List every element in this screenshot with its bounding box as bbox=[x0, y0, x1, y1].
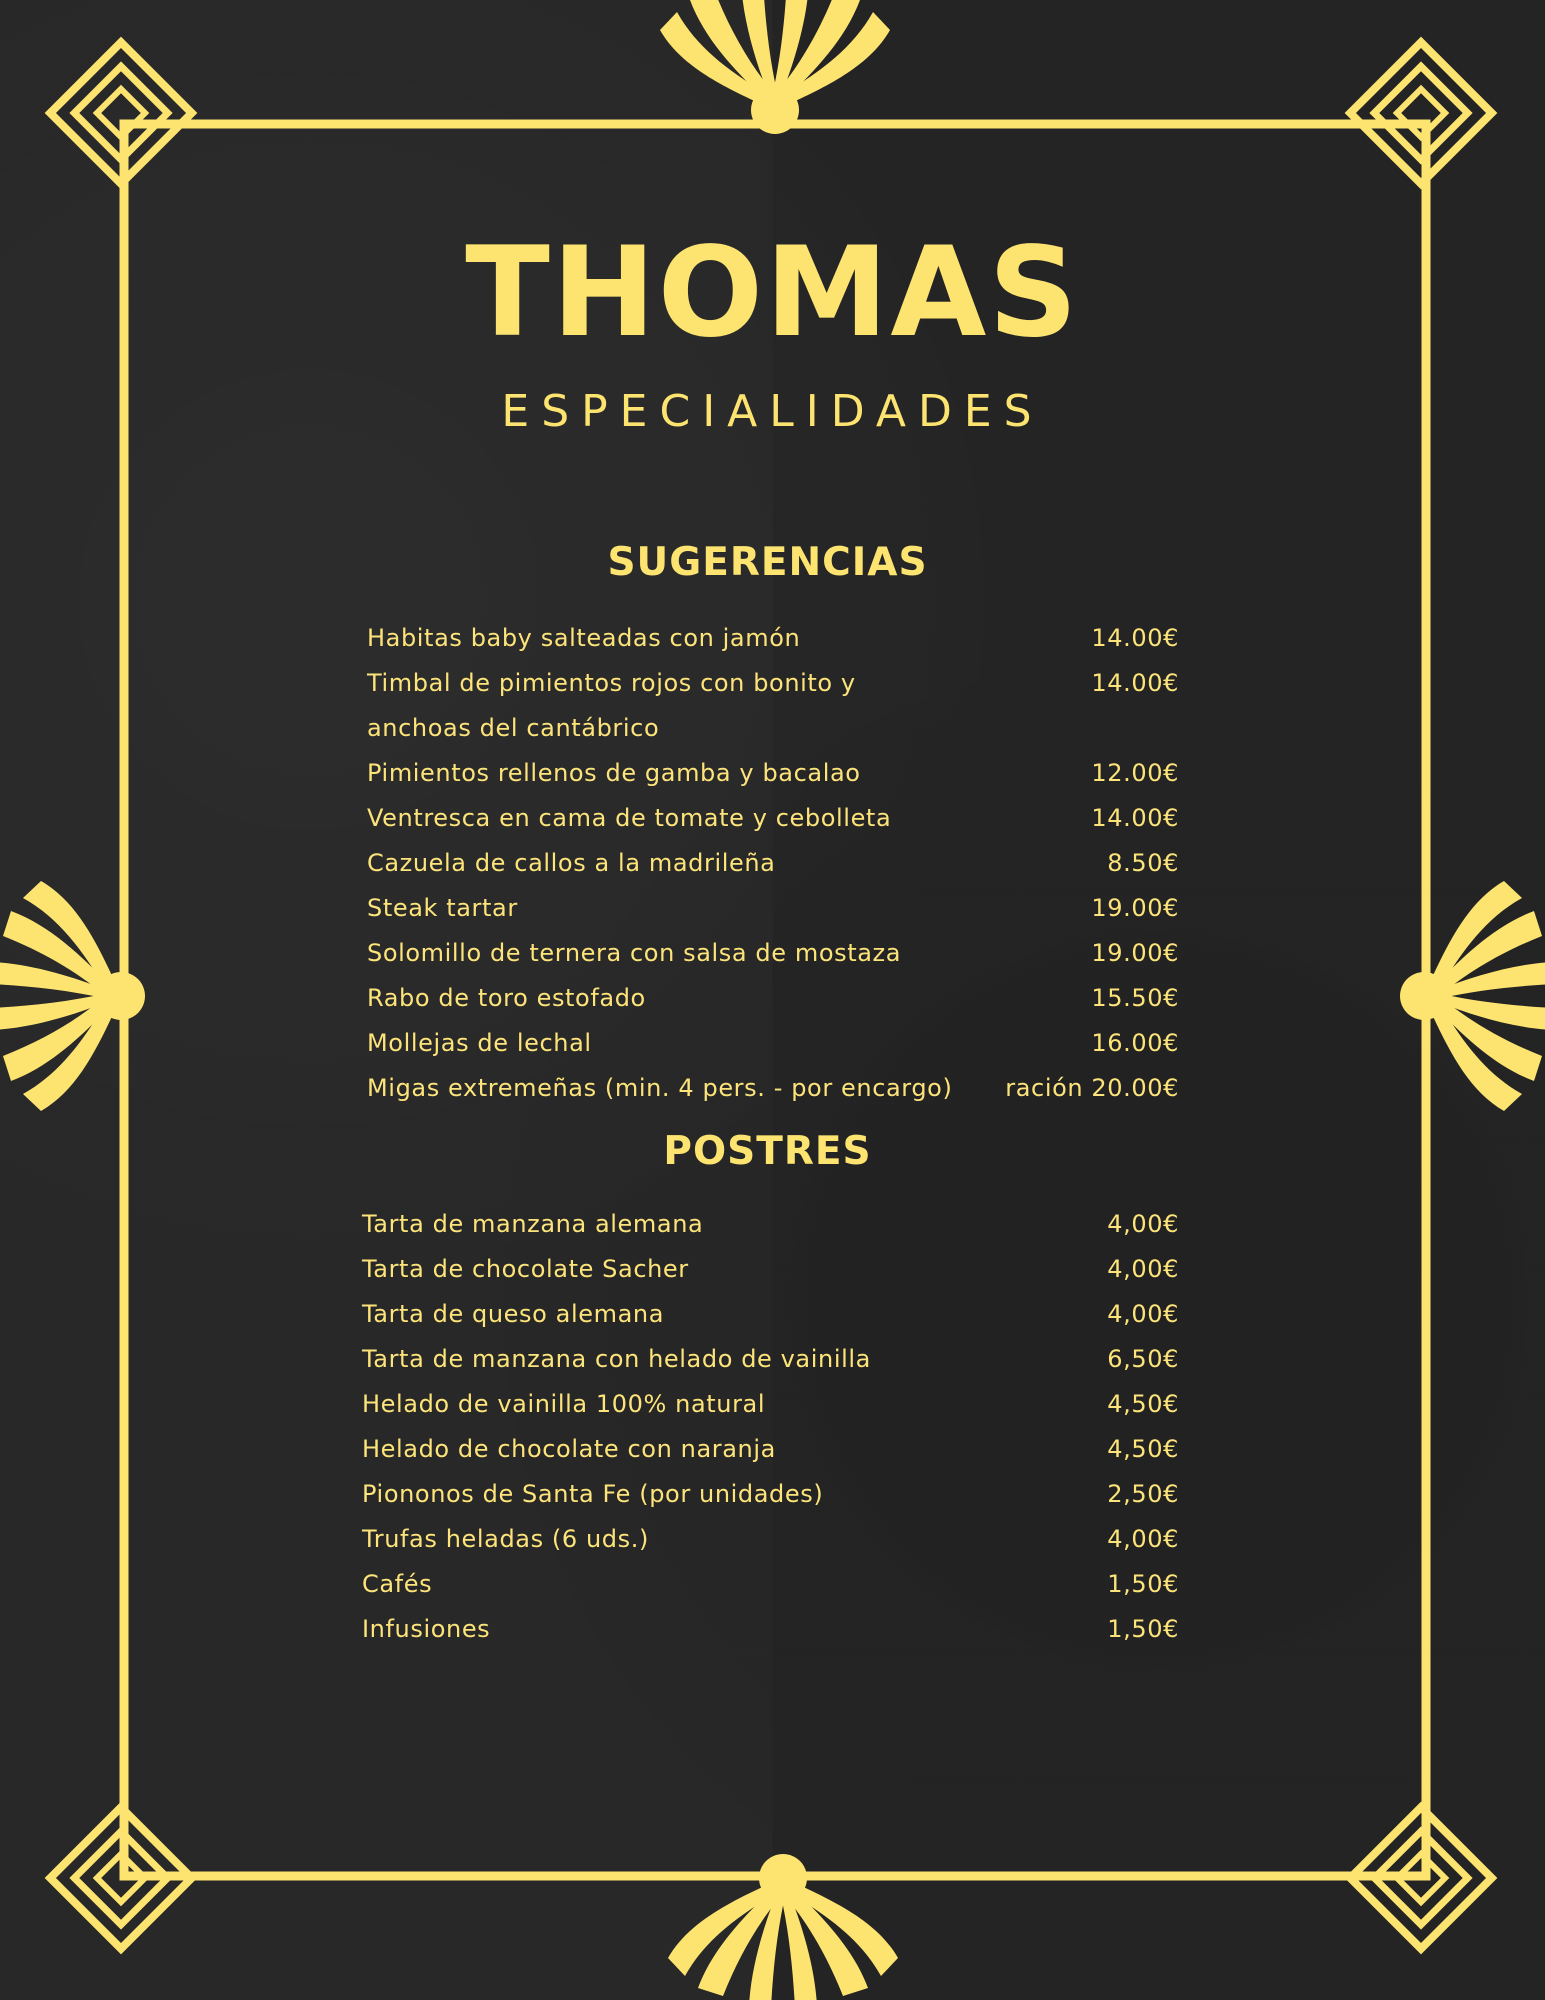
list-item bbox=[362, 1427, 1179, 1472]
postres-list bbox=[362, 1202, 1179, 1652]
list-item bbox=[362, 1337, 1179, 1382]
dish-name: Cazuela de callos a la madrileña bbox=[367, 849, 776, 877]
dish-name: Cafés bbox=[362, 1570, 433, 1598]
section-heading-postres: POSTRES bbox=[663, 1129, 872, 1174]
dish-price: 14.00€ bbox=[1091, 669, 1179, 697]
dish-name: Solomillo de ternera con salsa de mostaza bbox=[367, 939, 902, 967]
list-item bbox=[362, 1382, 1179, 1427]
dish-price: 15.50€ bbox=[1091, 984, 1179, 1012]
dish-name: Infusiones bbox=[362, 1615, 491, 1643]
dish-name: Pimientos rellenos de gamba y bacalao bbox=[367, 759, 861, 787]
dish-price: 6,50€ bbox=[1107, 1345, 1179, 1373]
list-item bbox=[367, 931, 1179, 976]
list-item bbox=[362, 1292, 1179, 1337]
list-item bbox=[362, 1202, 1179, 1247]
list-item bbox=[367, 886, 1179, 931]
dish-price: 16.00€ bbox=[1091, 1029, 1179, 1057]
dish-price: 1,50€ bbox=[1107, 1570, 1179, 1598]
dish-price: 2,50€ bbox=[1107, 1480, 1179, 1508]
dish-price: ración 20.00€ bbox=[1005, 1074, 1179, 1102]
dish-name: Helado de chocolate con naranja bbox=[362, 1435, 776, 1463]
list-item bbox=[367, 1066, 1179, 1111]
dish-name: Piononos de Santa Fe (por unidades) bbox=[362, 1480, 824, 1508]
dish-name: Tarta de manzana alemana bbox=[362, 1210, 704, 1238]
dish-price: 14.00€ bbox=[1091, 804, 1179, 832]
dish-price: 4,00€ bbox=[1107, 1210, 1179, 1238]
dish-price: 4,00€ bbox=[1107, 1300, 1179, 1328]
dish-name: Ventresca en cama de tomate y cebolleta bbox=[367, 804, 892, 832]
dish-price: 4,50€ bbox=[1107, 1435, 1179, 1463]
sugerencias-list bbox=[367, 616, 1179, 1111]
list-item bbox=[362, 1607, 1179, 1652]
list-item bbox=[367, 796, 1179, 841]
dish-price: 4,00€ bbox=[1107, 1525, 1179, 1553]
list-item bbox=[367, 751, 1179, 796]
dish-price: 19.00€ bbox=[1091, 894, 1179, 922]
dish-name: Tarta de chocolate Sacher bbox=[362, 1255, 689, 1283]
list-item bbox=[367, 616, 1179, 661]
list-item bbox=[362, 1517, 1179, 1562]
section-heading-sugerencias: SUGERENCIAS bbox=[607, 540, 928, 585]
list-item bbox=[367, 841, 1179, 886]
restaurant-name: THOMAS bbox=[465, 221, 1080, 365]
dish-price: 12.00€ bbox=[1091, 759, 1179, 787]
dish-price: 4,50€ bbox=[1107, 1390, 1179, 1418]
menu-subtitle: ESPECIALIDADES bbox=[501, 386, 1044, 437]
corner-ornament-top-right bbox=[1350, 42, 1491, 183]
corner-ornament-top-left bbox=[50, 42, 191, 183]
list-item bbox=[367, 1021, 1179, 1066]
dish-name: Helado de vainilla 100% natural bbox=[362, 1390, 766, 1418]
dish-name: Steak tartar bbox=[367, 894, 518, 922]
dish-name: Habitas baby salteadas con jamón bbox=[367, 624, 801, 652]
dish-name: Rabo de toro estofado bbox=[367, 984, 646, 1012]
dish-price: 19.00€ bbox=[1091, 939, 1179, 967]
fan-ornament-top bbox=[660, 0, 890, 134]
list-item bbox=[367, 661, 1179, 751]
dish-price: 14.00€ bbox=[1091, 624, 1179, 652]
dish-name: Migas extremeñas (min. 4 pers. - por encargo) bbox=[367, 1074, 953, 1102]
dish-price: 4,00€ bbox=[1107, 1255, 1179, 1283]
dish-name: Timbal de pimientos rojos con bonito y anchoas del cantábrico bbox=[367, 669, 856, 742]
dish-name: Trufas heladas (6 uds.) bbox=[362, 1525, 649, 1553]
list-item bbox=[362, 1562, 1179, 1607]
dish-name: Tarta de manzana con helado de vainilla bbox=[362, 1345, 871, 1373]
list-item bbox=[362, 1247, 1179, 1292]
list-item bbox=[367, 976, 1179, 1021]
dish-price: 1,50€ bbox=[1107, 1615, 1179, 1643]
dish-name: Mollejas de lechal bbox=[367, 1029, 592, 1057]
dish-price: 8.50€ bbox=[1107, 849, 1179, 877]
list-item bbox=[362, 1472, 1179, 1517]
dish-name: Tarta de queso alemana bbox=[362, 1300, 665, 1328]
